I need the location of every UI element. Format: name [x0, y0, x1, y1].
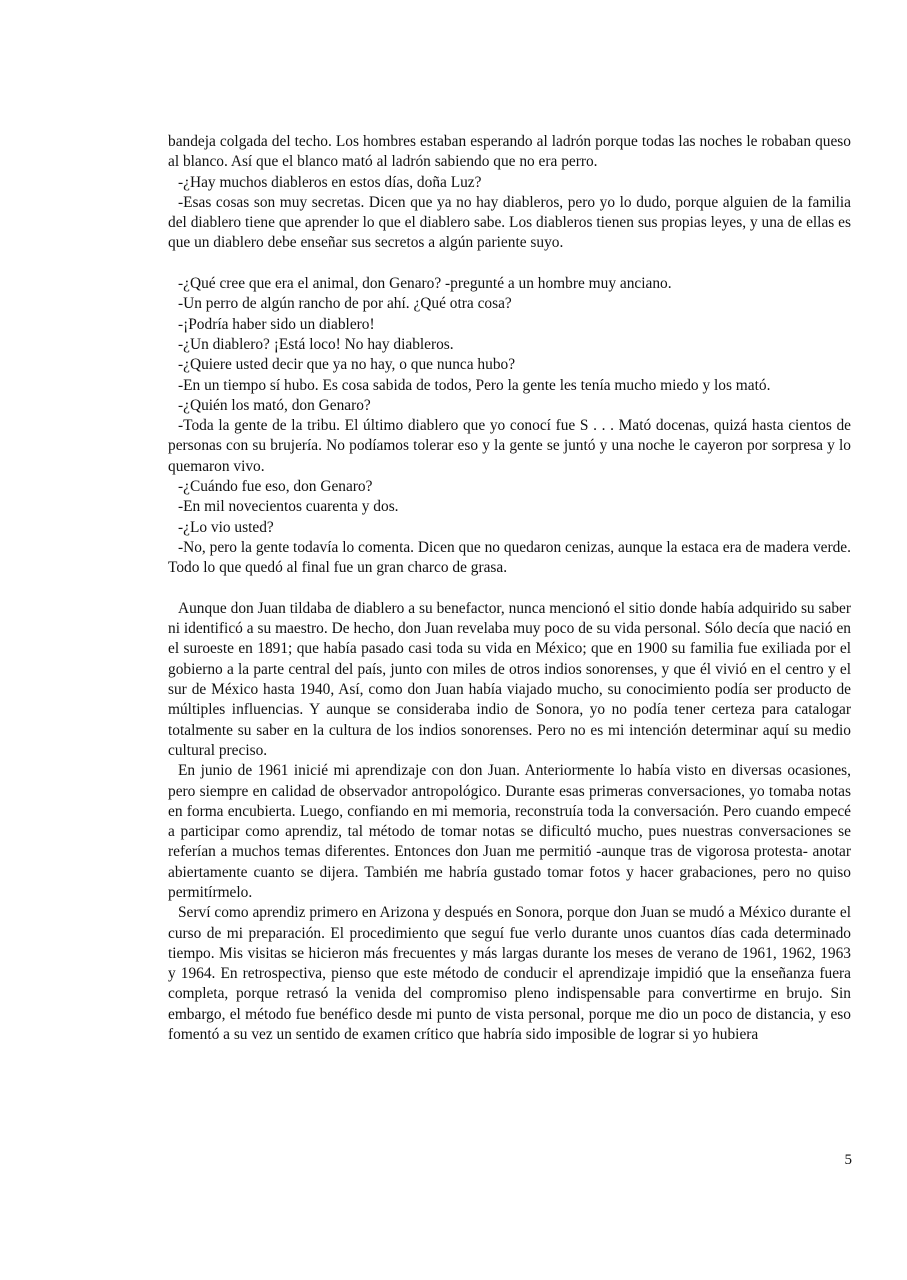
dialogue-line: -¿Qué cree que era el animal, don Genaro? -pregunté a un hombre muy anciano. [178, 275, 672, 293]
dialogue-line: -En un tiempo sí hubo. Es cosa sabida de todos, Pero la gente les tenía mucho miedo y los mató. [178, 376, 771, 394]
dialogue-line: -Esas cosas son muy secretas. Dicen que ya no hay diableros, pero yo lo dudo, porque alguien de la familia del diablero tiene que aprender lo que el diablero sabe. Los diableros tienen sus propias leyes, y una de ellas es que un diablero debe enseñar sus secretos a algún pariente suyo. [168, 193, 851, 252]
dialogue-line: -¿Lo vio usted? [178, 518, 274, 536]
dialogue-line: -En mil novecientos cuarenta y dos. [178, 498, 399, 516]
paragraph-gap [168, 579, 851, 599]
page-number: 5 [844, 1152, 852, 1168]
dialogue-line: -¿Un diablero? ¡Está loco! No hay diableros. [178, 335, 454, 353]
dialogue-line: -¿Quién los mató, don Genaro? [178, 396, 371, 414]
paragraph: En junio de 1961 inicié mi aprendizaje con don Juan. Anteriormente lo había visto en diversas ocasiones, pero siempre en calidad de observador antropológico. Durante esas primeras conversaciones, yo tomaba notas en forma encubierta. Luego, confiando en mi memoria, reconstruía toda la conversación. Pero cuando empecé a participar como aprendiz, tal método de tomar notas se dificultó mucho, pues nuestras conversaciones se referían a muchos temas diferentes. Entonces don Juan me permitió -aunque tras de vigorosa protesta- anotar abiertamente cuanto se dijera. También me habría gustado tomar fotos y hacer grabaciones, pero no quiso permitírmelo. [168, 762, 851, 901]
dialogue-line: -Un perro de algún rancho de por ahí. ¿Qué otra cosa? [178, 295, 512, 313]
dialogue-line: -No, pero la gente todavía lo comenta. Dicen que no quedaron cenizas, aunque la estaca era de madera verde. Todo lo que quedó al final fue un gran charco de grasa. [168, 538, 851, 577]
dialogue-line: -¿Cuándo fue eso, don Genaro? [178, 478, 373, 496]
dialogue-line: -Toda la gente de la tribu. El último diablero que yo conocí fue S . . . Mató docenas, quizá hasta cientos de personas con su brujería. No podíamos tolerar eso y la gente se juntó y una noche le cayeron por sorpresa y lo quemaron vivo. [168, 417, 851, 475]
paragraph: bandeja colgada del techo. Los hombres estaban esperando al ladrón porque todas las noches le robaban queso al blanco. Así que el blanco mató al ladrón sabiendo que no era perro. [168, 133, 851, 171]
body-text [168, 132, 851, 1045]
paragraph: Aunque don Juan tildaba de diablero a su benefactor, nunca mencionó el sitio donde había adquirido su saber ni identificó a su maestro. De hecho, don Juan revelaba muy poco de su vida personal. Sólo decía que nació en el suroeste en 1891; que había pasado casi toda su vida en México; que en 1900 su familia fue exiliada por el gobierno a la parte central del país, junto con miles de otros indios sonorenses, y que él vivió en el centro y el sur de México hasta 1940, Así, como don Juan había viajado mucho, su conocimiento podía ser producto de múltiples influencias. Y aunque se consideraba indio de Sonora, yo no podía tener certeza para catalogar totalmente su saber en la cultura de los indios sonorenses. Pero no es mi intención determinar aquí su medio cultural preciso. [168, 599, 851, 759]
dialogue-line: -¡Podría haber sido un diablero! [178, 315, 375, 333]
dialogue-line: -¿Hay muchos diableros en estos días, doña Luz? [178, 173, 482, 191]
paragraph-gap [168, 254, 851, 274]
dialogue-line: -¿Quiere usted decir que ya no hay, o que nunca hubo? [178, 356, 516, 374]
paragraph: Serví como aprendiz primero en Arizona y después en Sonora, porque don Juan se mudó a México durante el curso de mi preparación. El procedimiento que seguí fue verlo durante unos cuantos días cada determinado tiempo. Mis visitas se hicieron más frecuentes y más largas durante los meses de verano de 1961, 1962, 1963 y 1964. En retrospectiva, pienso que este método de conducir el aprendizaje impidió que la enseñanza fuera completa, porque retrasó la venida del compromiso pleno indispensable para convertirme en brujo. Sin embargo, el método fue benéfico desde mi punto de vista personal, porque me dio un poco de distancia, y eso fomentó a su vez un sentido de examen crítico que habría sido imposible de lograr si yo hubiera [168, 904, 851, 1044]
